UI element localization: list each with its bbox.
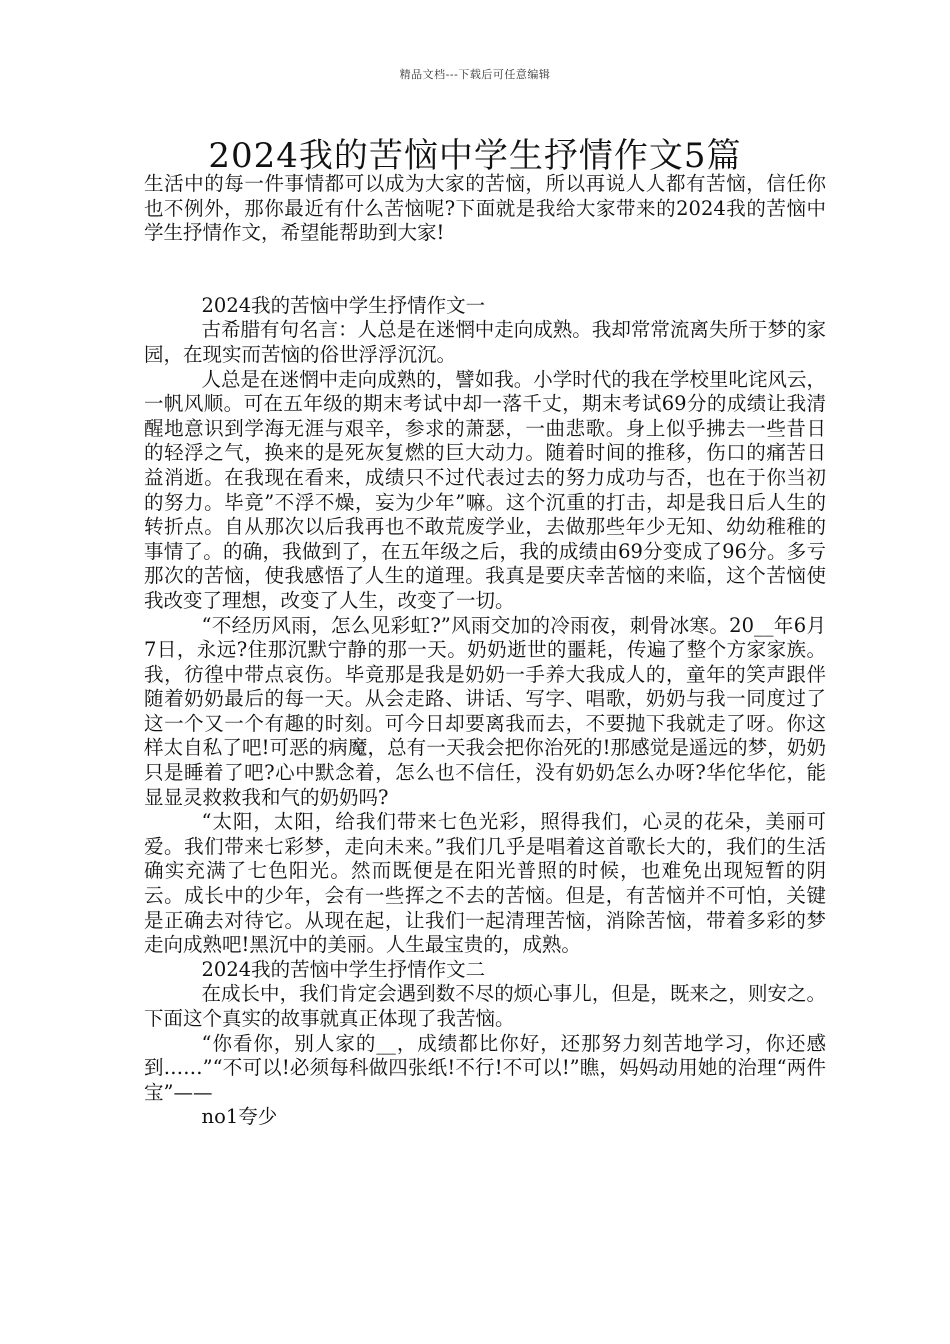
document-body (144, 172, 826, 1130)
essay2-paragraph-3: no1夸少 (201, 1105, 278, 1129)
essay1-paragraph-2: 人总是在迷惘中走向成熟的，譬如我。小学时代的我在学校里叱诧风云，一帆风顺。可在五年级的期末考试中却一落千丈，期末考试69分的成绩让我清醒地意识到学海无涯与艰辛，参求的萧瑟，一曲悲歌。身上似乎拂去一些昔日的轻浮之气，换来的是死灰复燃的巨大动力。随着时间的推移，伤口的痛苦日益消逝。在我现在看来，成绩只不过代表过去的努力成功与否，也在于你当初的努力。毕竟”不浮不燥，妄为少年”嘛。这个沉重的打击，却是我日后人生的转折点。自从那次以后我再也不敢荒废学业，去做那些年少无知、幼幼稚稚的事情了。的确，我做到了，在五年级之后，我的成绩由69分变成了96分。多亏那次的苦恼，使我感悟了人生的道理。我真是要庆幸苦恼的来临，这个苦恼使我改变了理想，改变了人生，改变了一切。 (144, 367, 826, 612)
intro-paragraph: 生活中的每一件事情都可以成为大家的苦恼，所以再说人人都有苦恼，信任你也不例外，那你最近有什么苦恼呢?下面就是我给大家带来的2024我的苦恼中学生抒情作文，希望能帮助到大家! (144, 172, 826, 245)
paragraph-spacer (144, 246, 826, 294)
essay2-paragraph-2: “你看你，别人家的__，成绩都比你好，还那努力刻苦地学习，你还感到……”“不可以!必须每科做四张纸!不行!不可以!”瞧，妈妈动用她的治理“两件宝”—— (144, 1031, 826, 1104)
essay1-heading: 2024我的苦恼中学生抒情作文一 (201, 293, 486, 317)
essay1-paragraph-1: 古希腊有句名言：人总是在迷惘中走向成熟。我却常常流离失所于梦的家园，在现实而苦恼的俗世浮浮沉沉。 (144, 318, 826, 366)
header-note: 精品文档---下载后可任意编辑 (399, 68, 551, 81)
document-title: 2024我的苦恼中学生抒情作文5篇 (208, 136, 742, 176)
essay1-paragraph-4: “太阳，太阳，给我们带来七色光彩，照得我们，心灵的花朵，美丽可爱。我们带来七彩梦，走向未来。”我们几乎是唱着这首歌长大的，我们的生活确实充满了七色阳光。然而既便是在阳光普照的时候，也难免出现短暂的阴云。成长中的少年，会有一些挥之不去的苦恼。但是，有苦恼并不可怕，关键是正确去对待它。从现在起，让我们一起清理苦恼，消除苦恼，带着多彩的梦走向成熟吧!黑沉中的美丽。人生最宝贵的，成熟。 (144, 810, 826, 957)
essay2-paragraph-1: 在成长中，我们肯定会遇到数不尽的烦心事儿，但是，既来之，则安之。下面这个真实的故事就真正体现了我苦恼。 (144, 982, 826, 1030)
essay1-paragraph-3: “不经历风雨，怎么见彩虹?”风雨交加的冷雨夜，刺骨冰寒。20__年6月7日，永远?住那沉默宁静的那一天。奶奶逝世的噩耗，传遍了整个方家家族。我，彷徨中带点哀伤。毕竟那是我是奶奶一手养大我成人的，童年的笑声跟伴随着奶奶最后的每一天。从会走路、讲话、写字、唱歌，奶奶与我一同度过了这一个又一个有趣的时刻。可今日却要离我而去，不要抛下我就走了呀。你这样太自私了吧!可恶的病魔，总有一天我会把你治死的!那感觉是遥远的梦，奶奶只是睡着了吧?心中默念着，怎么也不信任，没有奶奶怎么办呀?华佗华佗，能显显灵救救我和气的奶奶吗? (144, 613, 826, 809)
essay2-heading: 2024我的苦恼中学生抒情作文二 (201, 957, 486, 981)
